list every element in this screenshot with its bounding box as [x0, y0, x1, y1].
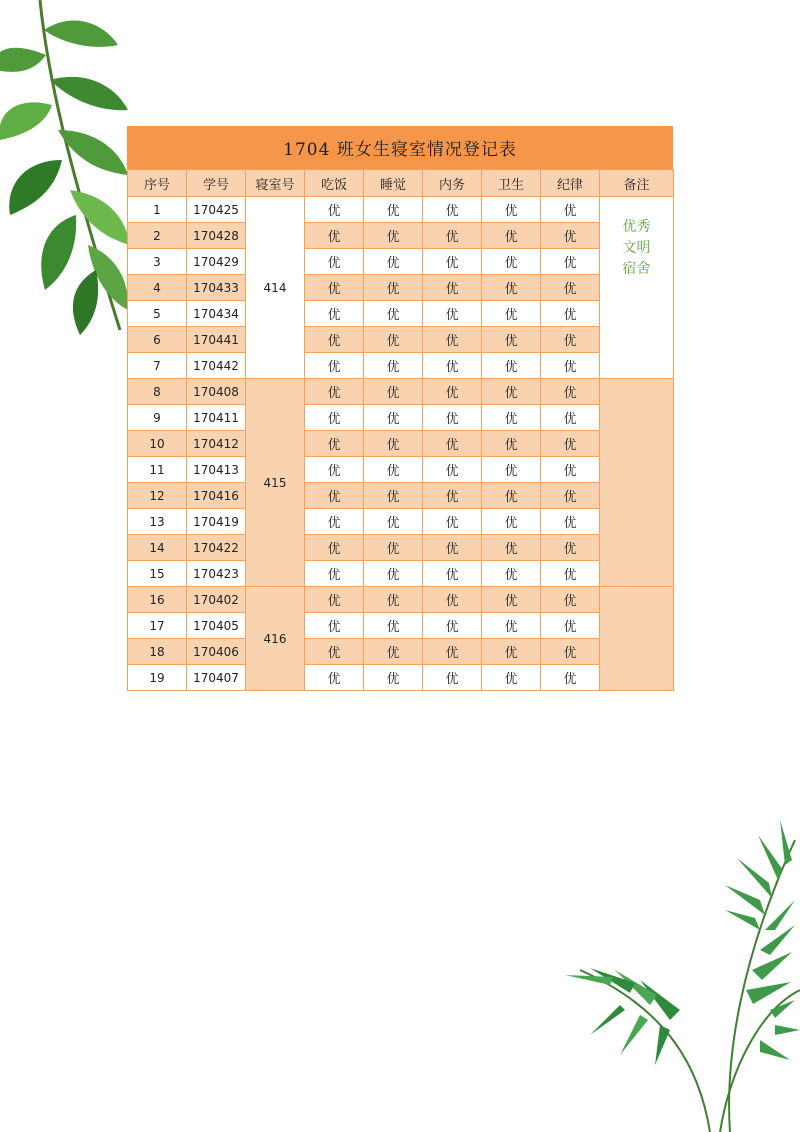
grade-cell: 优 [541, 197, 600, 223]
student-id-cell: 170441 [187, 327, 246, 353]
grade-cell: 优 [305, 483, 364, 509]
row-number-cell: 12 [128, 483, 187, 509]
table-row [128, 249, 674, 275]
grade-cell: 优 [541, 431, 600, 457]
grade-cell: 优 [423, 327, 482, 353]
grade-cell: 优 [423, 483, 482, 509]
grade-cell: 优 [541, 587, 600, 613]
grade-cell: 优 [305, 613, 364, 639]
row-number-cell: 1 [128, 197, 187, 223]
student-id-cell: 170442 [187, 353, 246, 379]
grade-cell: 优 [423, 613, 482, 639]
header-cell: 卫生 [482, 170, 541, 197]
grade-cell: 优 [541, 327, 600, 353]
room-number-cell: 416 [246, 587, 305, 691]
grade-cell: 优 [305, 587, 364, 613]
header-cell: 睡觉 [364, 170, 423, 197]
grade-cell: 优 [423, 275, 482, 301]
grade-cell: 优 [482, 327, 541, 353]
grade-cell: 优 [541, 223, 600, 249]
table-row [128, 275, 674, 301]
remark-cell [600, 197, 674, 379]
grade-cell: 优 [423, 301, 482, 327]
grade-cell: 优 [482, 613, 541, 639]
table-body [128, 197, 674, 691]
grade-cell: 优 [364, 431, 423, 457]
grade-cell: 优 [482, 275, 541, 301]
grade-cell: 优 [482, 353, 541, 379]
grade-cell: 优 [541, 535, 600, 561]
grade-cell: 优 [482, 639, 541, 665]
grade-cell: 优 [364, 223, 423, 249]
remark-line: 文明 [622, 240, 651, 256]
grade-cell: 优 [305, 431, 364, 457]
grade-cell: 优 [305, 379, 364, 405]
row-number-cell: 3 [128, 249, 187, 275]
table-row [128, 535, 674, 561]
row-number-cell: 18 [128, 639, 187, 665]
table-row [128, 301, 674, 327]
palm-leaves-bottom-right-decoration [560, 810, 800, 1132]
grade-cell: 优 [541, 301, 600, 327]
grade-cell: 优 [482, 535, 541, 561]
grade-cell: 优 [305, 535, 364, 561]
student-id-cell: 170416 [187, 483, 246, 509]
grade-cell: 优 [305, 249, 364, 275]
grade-cell: 优 [305, 457, 364, 483]
header-cell: 寝室号 [246, 170, 305, 197]
grade-cell: 优 [364, 327, 423, 353]
table-row [128, 405, 674, 431]
grade-cell: 优 [541, 639, 600, 665]
grade-cell: 优 [482, 197, 541, 223]
student-id-cell: 170413 [187, 457, 246, 483]
grade-cell: 优 [482, 457, 541, 483]
grade-cell: 优 [305, 639, 364, 665]
row-number-cell: 19 [128, 665, 187, 691]
student-id-cell: 170407 [187, 665, 246, 691]
grade-cell: 优 [305, 197, 364, 223]
row-number-cell: 16 [128, 587, 187, 613]
grade-cell: 优 [482, 483, 541, 509]
student-id-cell: 170402 [187, 587, 246, 613]
student-id-cell: 170408 [187, 379, 246, 405]
table-row [128, 457, 674, 483]
grade-cell: 优 [305, 301, 364, 327]
grade-cell: 优 [541, 379, 600, 405]
row-number-cell: 13 [128, 509, 187, 535]
grade-cell: 优 [423, 249, 482, 275]
room-number-cell: 415 [246, 379, 305, 587]
table-title: 1704 班女生寝室情况登记表 [127, 126, 673, 169]
table-row [128, 353, 674, 379]
table-row [128, 509, 674, 535]
table-row [128, 587, 674, 613]
grade-cell: 优 [541, 249, 600, 275]
grade-cell: 优 [305, 223, 364, 249]
grade-cell: 优 [482, 301, 541, 327]
header-cell: 序号 [128, 170, 187, 197]
student-id-cell: 170428 [187, 223, 246, 249]
grade-cell: 优 [305, 327, 364, 353]
grade-cell: 优 [364, 509, 423, 535]
student-id-cell: 170429 [187, 249, 246, 275]
table-row [128, 665, 674, 691]
grade-cell: 优 [305, 353, 364, 379]
header-cell: 学号 [187, 170, 246, 197]
row-number-cell: 2 [128, 223, 187, 249]
grade-cell: 优 [541, 353, 600, 379]
grade-cell: 优 [364, 483, 423, 509]
grade-cell: 优 [364, 197, 423, 223]
row-number-cell: 8 [128, 379, 187, 405]
grade-cell: 优 [423, 457, 482, 483]
student-id-cell: 170423 [187, 561, 246, 587]
grade-cell: 优 [305, 509, 364, 535]
grade-cell: 优 [482, 509, 541, 535]
table-row [128, 223, 674, 249]
grade-cell: 优 [482, 665, 541, 691]
grade-cell: 优 [305, 275, 364, 301]
grade-cell: 优 [364, 639, 423, 665]
grade-cell: 优 [541, 457, 600, 483]
remark-line: 宿舍 [622, 261, 651, 277]
remark-line: 优秀 [622, 219, 651, 235]
grade-cell: 优 [482, 431, 541, 457]
grade-cell: 优 [482, 405, 541, 431]
grade-cell: 优 [482, 223, 541, 249]
grade-cell: 优 [305, 665, 364, 691]
header-row [128, 170, 674, 197]
grade-cell: 优 [423, 665, 482, 691]
grade-cell: 优 [364, 275, 423, 301]
student-id-cell: 170411 [187, 405, 246, 431]
grade-cell: 优 [541, 483, 600, 509]
table-row [128, 327, 674, 353]
grade-cell: 优 [423, 379, 482, 405]
row-number-cell: 9 [128, 405, 187, 431]
table-row [128, 483, 674, 509]
header-cell: 备注 [600, 170, 674, 197]
grade-cell: 优 [423, 509, 482, 535]
grade-cell: 优 [364, 353, 423, 379]
row-number-cell: 7 [128, 353, 187, 379]
header-cell: 纪律 [541, 170, 600, 197]
student-id-cell: 170422 [187, 535, 246, 561]
row-number-cell: 6 [128, 327, 187, 353]
grade-cell: 优 [541, 561, 600, 587]
table-row [128, 561, 674, 587]
remark-cell [600, 379, 674, 587]
grade-cell: 优 [423, 353, 482, 379]
table-row [128, 197, 674, 223]
grade-cell: 优 [423, 587, 482, 613]
grade-cell: 优 [364, 457, 423, 483]
grade-cell: 优 [364, 587, 423, 613]
grade-cell: 优 [541, 613, 600, 639]
grade-cell: 优 [305, 405, 364, 431]
grade-cell: 优 [364, 405, 423, 431]
student-id-cell: 170433 [187, 275, 246, 301]
grade-cell: 优 [541, 665, 600, 691]
grade-cell: 优 [482, 379, 541, 405]
leaf-branch-top-left-decoration [0, 0, 140, 340]
header-cell: 内务 [423, 170, 482, 197]
grade-cell: 优 [541, 509, 600, 535]
grade-cell: 优 [364, 301, 423, 327]
table-row [128, 379, 674, 405]
student-id-cell: 170419 [187, 509, 246, 535]
student-id-cell: 170412 [187, 431, 246, 457]
grade-cell: 优 [482, 587, 541, 613]
row-number-cell: 10 [128, 431, 187, 457]
row-number-cell: 15 [128, 561, 187, 587]
dorm-register-table [127, 126, 673, 691]
grade-cell: 优 [541, 275, 600, 301]
grade-cell: 优 [423, 561, 482, 587]
grade-cell: 优 [423, 197, 482, 223]
table-row [128, 613, 674, 639]
row-number-cell: 4 [128, 275, 187, 301]
header-cell: 吃饭 [305, 170, 364, 197]
grade-cell: 优 [364, 665, 423, 691]
row-number-cell: 17 [128, 613, 187, 639]
grade-cell: 优 [364, 379, 423, 405]
table-row [128, 639, 674, 665]
student-id-cell: 170405 [187, 613, 246, 639]
grade-cell: 优 [364, 535, 423, 561]
row-number-cell: 14 [128, 535, 187, 561]
student-id-cell: 170434 [187, 301, 246, 327]
grade-cell: 优 [482, 249, 541, 275]
row-number-cell: 11 [128, 457, 187, 483]
grade-cell: 优 [482, 561, 541, 587]
grade-cell: 优 [364, 613, 423, 639]
grade-cell: 优 [364, 249, 423, 275]
student-id-cell: 170406 [187, 639, 246, 665]
grade-cell: 优 [423, 405, 482, 431]
grade-cell: 优 [423, 223, 482, 249]
grade-cell: 优 [423, 639, 482, 665]
table-row [128, 431, 674, 457]
grade-cell: 优 [305, 561, 364, 587]
room-number-cell: 414 [246, 197, 305, 379]
grade-cell: 优 [541, 405, 600, 431]
row-number-cell: 5 [128, 301, 187, 327]
grade-cell: 优 [423, 535, 482, 561]
register-grid [127, 169, 674, 691]
grade-cell: 优 [364, 561, 423, 587]
grade-cell: 优 [423, 431, 482, 457]
student-id-cell: 170425 [187, 197, 246, 223]
remark-cell [600, 587, 674, 691]
